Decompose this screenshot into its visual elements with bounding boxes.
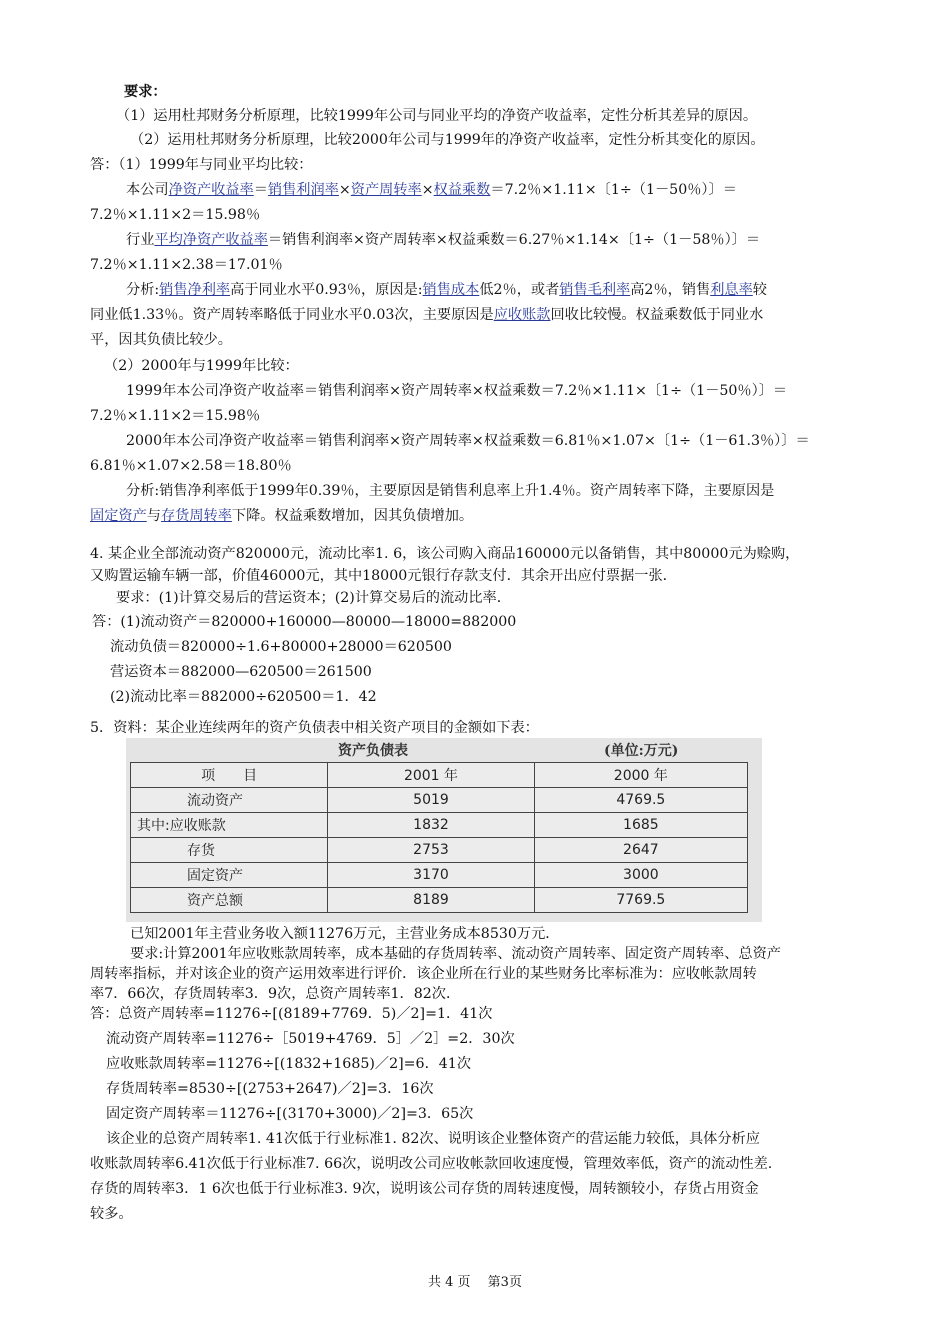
table-row: 存货 2753 2647	[131, 838, 748, 863]
table-title: 资产负债表	[338, 743, 408, 759]
formula-industry-roe-result: 7.2％×1.11×2.38＝17.01％	[90, 257, 283, 273]
table-row: 其中:应收账款 1832 1685	[131, 813, 748, 838]
q5-answer-4: 存货周转率=8530÷[(2753+2647)／2]=3．16次	[106, 1081, 434, 1097]
q5-answer-2: 流动资产周转率=11276÷［5019+4769．5］／2］=2．30次	[106, 1031, 515, 1047]
table-row: 流动资产 5019 4769.5	[131, 788, 748, 813]
header-2001: 2001 年	[328, 763, 534, 788]
q4-answer-2: 流动负债＝820000÷1.6+80000+28000＝620500	[110, 639, 452, 655]
q5-known: 已知2001年主营业务收入额11276万元，主营业务成本8530万元．	[130, 926, 560, 942]
q5-answer-5: 固定资产周转率＝11276÷[(3170+3000)／2]=3．65次	[106, 1106, 474, 1122]
q5-eval-3: 存货的周转率3．1 6次也低于行业标准3. 9次，说明该公司存货的周转速度慢，周转额较小，存货占用资金	[90, 1181, 759, 1197]
q5-answer-3: 应收账款周转率=11276÷[(1832+1685)／2]=6．41次	[106, 1056, 472, 1072]
part2-heading: （2）2000年与1999年比较：	[104, 358, 299, 374]
table-header-row	[131, 763, 748, 788]
requirement-1: （1）运用杜邦财务分析原理，比较1999年公司与同业平均的净资产收益率，定性分析其差异的原因。	[116, 108, 758, 124]
q5-req-1: 要求:计算2001年应收账款周转率，成本基础的存货周转率、流动资产周转率、固定资产周转率、总资产	[130, 946, 781, 962]
balance-sheet-table	[130, 762, 748, 913]
header-item: 项 目	[131, 763, 328, 788]
link-profit-margin[interactable]: 销售利润率	[267, 182, 339, 198]
link-avg-roe[interactable]: 平均净资产收益率	[154, 232, 268, 248]
part2-formula-1999-result: 7.2％×1.11×2＝15.98％	[90, 408, 261, 424]
q5-answer-1: 答：总资产周转率=11276÷[(8189+7769．5)／2]=1．41次	[90, 1006, 493, 1022]
part2-analysis-1: 分析:销售净利率低于1999年0.39％，主要原因是销售利息率上升1.4％。资产周转率下降，主要原因是	[126, 483, 775, 499]
q4-answer-4: (2)流动比率＝882000÷620500＝1．42	[110, 689, 377, 705]
part2-formula-2000-result: 6.81％×1.07×2.58＝18.80％	[90, 458, 292, 474]
q5-eval-1: 该企业的总资产周转率1. 41次低于行业标准1. 82次、说明该企业整体资产的营运能力较低，具体分析应	[106, 1131, 760, 1147]
link-receivables[interactable]: 应收账款	[493, 307, 551, 323]
part2-formula-2000: 2000年本公司净资产收益率＝销售利润率×资产周转率×权益乘数＝6.81％×1.07×〔1÷（1－61.3％）〕＝	[126, 433, 810, 449]
answer-heading: 答：（1）1999年与同业平均比较：	[90, 157, 313, 173]
link-sales-cost[interactable]: 销售成本	[422, 282, 480, 298]
page-footer: 共 4 页 第3页	[428, 1275, 522, 1290]
formula-company-roe: 本公司净资产收益率＝销售利润率×资产周转率×权益乘数＝7.2％×1.11×〔1÷（1－50％）〕＝	[126, 182, 737, 198]
link-roe[interactable]: 净资产收益率	[168, 182, 254, 198]
table-unit: (单位:万元)	[604, 743, 679, 759]
requirement-2: （2）运用杜邦财务分析原理，比较2000年公司与1999年的净资产收益率，定性分析其变化的原因。	[130, 132, 765, 148]
link-interest-rate[interactable]: 利息率	[710, 282, 753, 298]
analysis-line-3: 平，因其负债比较少。	[90, 332, 232, 348]
formula-industry-roe: 行业平均净资产收益率＝销售利润率×资产周转率×权益乘数＝6.27％×1.14×〔1÷（1－58％）〕＝	[126, 232, 761, 248]
link-gross-margin[interactable]: 销售毛利率	[559, 282, 631, 298]
q5-eval-2: 收账款周转率6.41次低于行业标准7. 66次，说明改公司应收帐款回收速度慢，管理效率低，资产的流动性差.	[90, 1156, 773, 1172]
table-row: 资产总额 8189 7769.5	[131, 888, 748, 913]
link-inventory-turnover[interactable]: 存货周转率	[160, 508, 232, 524]
q5-req-2: 周转率指标，并对该企业的资产运用效率进行评价．该企业所在行业的某些财务比率标准为：应收帐款周转	[90, 966, 757, 982]
q4-answer-1: 答：(1)流动资产＝820000+160000—80000—18000=882000	[92, 614, 517, 630]
q5-eval-4: 较多。	[90, 1206, 133, 1222]
q5-req-3: 率7．66次，存货周转率3．9次，总资产周转率1．82次．	[90, 986, 461, 1002]
link-asset-turnover[interactable]: 资产周转率	[350, 182, 422, 198]
header-2000: 2000 年	[534, 763, 747, 788]
q4-line-2: 又购置运输车辆一部，价值46000元，其中18000元银行存款支付．其余开出应付票据一张．	[90, 568, 677, 584]
q4-line-1: 4. 某企业全部流动资产820000元，流动比率1. 6，该公司购入商品160000元以备销售，其中80000元为赊购，	[90, 546, 800, 562]
link-fixed-assets[interactable]: 固定资产	[90, 508, 147, 524]
link-net-margin[interactable]: 销售净利率	[159, 282, 231, 298]
requirement-title: 要求：	[124, 84, 167, 100]
analysis-line-2: 同业低1.33％。资产周转率略低于同业水平0.03次，主要原因是应收账款回收比较慢。权益乘数低于同业水	[90, 307, 764, 323]
part2-analysis-2: 固定资产与存货周转率下降。权益乘数增加，因其负债增加。	[90, 508, 474, 524]
table-row: 固定资产 3170 3000	[131, 863, 748, 888]
link-equity-multiplier[interactable]: 权益乘数	[433, 182, 491, 198]
q4-answer-3: 营运资本＝882000—620500＝261500	[110, 664, 372, 680]
formula-company-roe-result: 7.2％×1.11×2＝15.98％	[90, 207, 261, 223]
balance-sheet-image	[126, 738, 762, 922]
q5-intro: 5．资料：某企业连续两年的资产负债表中相关资产项目的金额如下表：	[90, 720, 539, 736]
part2-formula-1999: 1999年本公司净资产收益率＝销售利润率×资产周转率×权益乘数＝7.2％×1.11×〔1÷（1－50％）〕＝	[126, 383, 788, 399]
q4-requirement: 要求：(1)计算交易后的营运资本；(2)计算交易后的流动比率．	[116, 590, 511, 606]
analysis-line-1: 分析:销售净利率高于同业水平0.93％，原因是:销售成本低2％，或者销售毛利率高2％，销售利息率较	[126, 282, 767, 298]
